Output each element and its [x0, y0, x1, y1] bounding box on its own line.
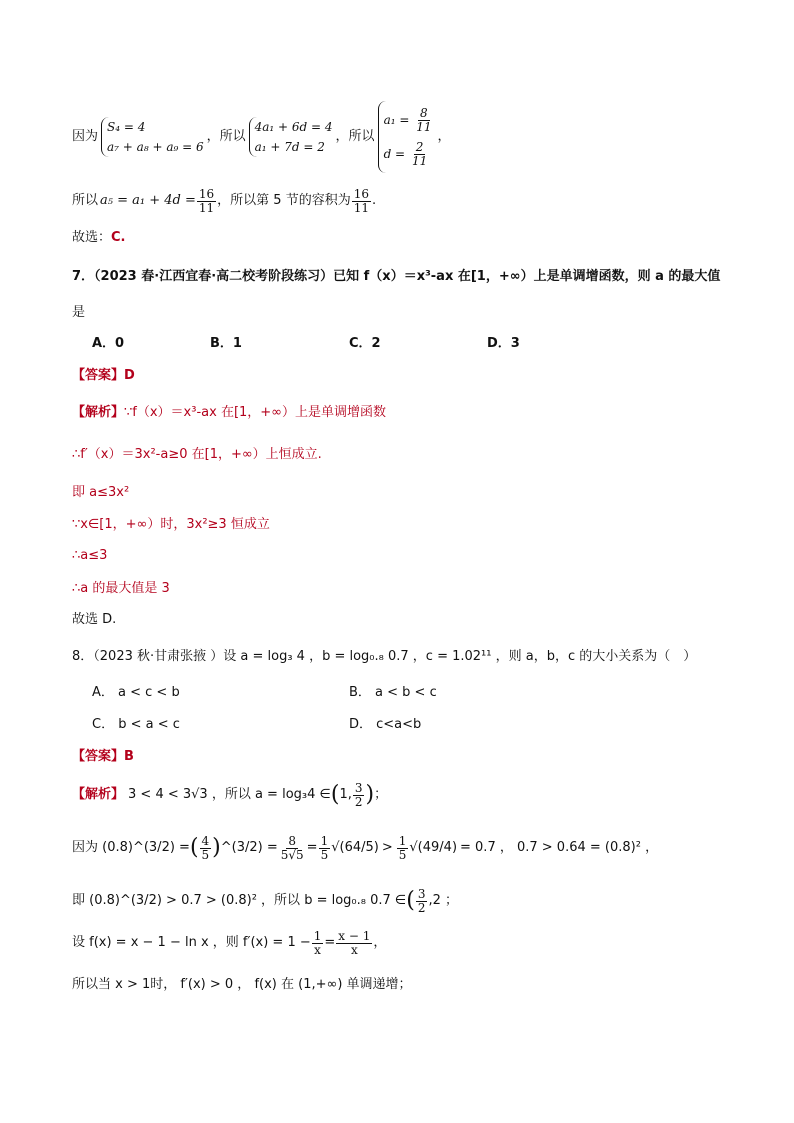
system-1	[101, 117, 204, 157]
q8-option-c: C． b < a < c	[92, 717, 180, 732]
system-3-eq-1: a₁ = $\frac{8}{11}$	[383, 106, 432, 134]
fraction: $\frac{x - 1}{x}$	[338, 928, 371, 957]
fraction: $\frac{1}{x}$	[313, 928, 322, 957]
q7-answer: 【答案】D	[72, 368, 135, 383]
fraction: $\frac{8}{5√5}$	[280, 833, 304, 862]
q8-option-b: B． a < b < c	[349, 685, 437, 700]
fraction: $\frac{16}{11}$	[353, 186, 369, 215]
q8-analysis-4: 设 f(x) = x − 1 − ln x ，则 f′(x) = 1 − $\frac{1}{x}$ = $\frac{x - 1}{x}$ ，	[72, 928, 387, 957]
so-text-2: ，所以	[335, 129, 375, 144]
q7-step-1: ∴f′（x）＝3x²-a≥0 在[1，+∞）上恒成立.	[72, 447, 322, 462]
q8-analysis-3: 即 (0.8)^(3/2) > 0.7 > (0.8)² ，所以 b = log₀.₈ 0.7 ∈ ( $\frac{3}{2}$ ,2 ；	[72, 886, 459, 915]
fraction: $\frac{1}{5}$	[320, 833, 329, 862]
fraction: $\frac{16}{11}$	[198, 186, 215, 215]
q8-answer: 【答案】B	[72, 749, 134, 764]
q7-step-2: 即 a≤3x²	[72, 485, 130, 500]
volume-line: 所以 a₅ = a₁ + 4d = $\frac{16}{11}$ ，所以第 5 节的容积为 $\frac{16}{11}$ .	[72, 186, 377, 215]
system-1-eq-2: a₇ + a₈ + a₉ = 6	[107, 140, 204, 154]
fraction: $\frac{3}{2}$	[354, 780, 363, 809]
fraction: $\frac{4}{5}$	[201, 833, 210, 862]
end-comma: ，	[437, 129, 451, 144]
because-text: 因为	[72, 129, 99, 144]
q7-step-3: ∵x∈[1，+∞）时，3x²≥3 恒成立	[72, 517, 270, 532]
system-2	[249, 117, 333, 157]
system-2-eq-1: 4a₁ + 6d = 4	[254, 120, 333, 134]
system-line	[72, 100, 451, 174]
q7-option-c: C．2	[349, 336, 381, 351]
fraction: $\frac{8}{11}$	[416, 106, 432, 134]
system-3-eq-2: d = $\frac{2}{11}$	[383, 140, 428, 168]
q8-option-a: A． a < c < b	[92, 685, 180, 700]
q8-stem: 8．（2023 秋·甘肃张掖 ）设 a = log₃ 4 ，b = log₀.₈ 0.7 ，c = 1.02¹¹ ，则 a，b，c 的大小关系为（ ）	[72, 649, 697, 664]
q7-final: 故选 D.	[72, 612, 117, 627]
q7-step-4: ∴a≤3	[72, 548, 108, 563]
so-text-1: ，所以	[206, 129, 246, 144]
q7-stem-tail: 是	[72, 305, 86, 320]
system-2-eq-2: a₁ + 7d = 2	[254, 140, 325, 154]
q8-option-d: D． c<a<b	[349, 717, 422, 732]
fraction: $\frac{2}{11}$	[411, 140, 428, 168]
q7-step-5: ∴a 的最大值是 3	[72, 581, 170, 596]
q8-analysis-5: 所以当 x > 1时， f′(x) > 0 ， f(x) 在 (1,+∞) 单调递增；	[72, 977, 412, 992]
q7-stem: 7．（2023 春·江西宜春·高二校考阶段练习）已知 f（x）＝x³-ax 在[1，+∞）上是单调增函数，则 a 的最大值	[72, 269, 721, 284]
fraction: $\frac{1}{5}$	[398, 833, 407, 862]
choose-line: 故选：C.	[72, 230, 126, 245]
q7-analysis: 【解析】∵f（x）＝x³-ax 在[1，+∞）上是单调增函数	[72, 405, 387, 420]
system-3	[378, 101, 435, 173]
system-1-eq-1: S₄ = 4	[107, 120, 146, 134]
q7-option-d: D．3	[487, 336, 520, 351]
q8-analysis-2: 因为 (0.8)^(3/2) = ( $\frac{4}{5}$ ) ^(3/2) = $\frac{8}{5√5}$ = $\frac{1}{5}$ √(64/5) > $\frac{1}{5}$ √(49/4) = 0.7 ， 0.7 > 0.64 = (0.8)² ，	[72, 833, 659, 862]
q7-option-a: A．0	[92, 336, 125, 351]
q8-analysis-1: 【解析】 3 < 4 < 3√3 ，所以 a = log₃4 ∈ ( 1, $\frac{3}{2}$ ) ；	[72, 780, 388, 809]
q7-option-b: B．1	[210, 336, 242, 351]
fraction: $\frac{3}{2}$	[417, 886, 426, 915]
